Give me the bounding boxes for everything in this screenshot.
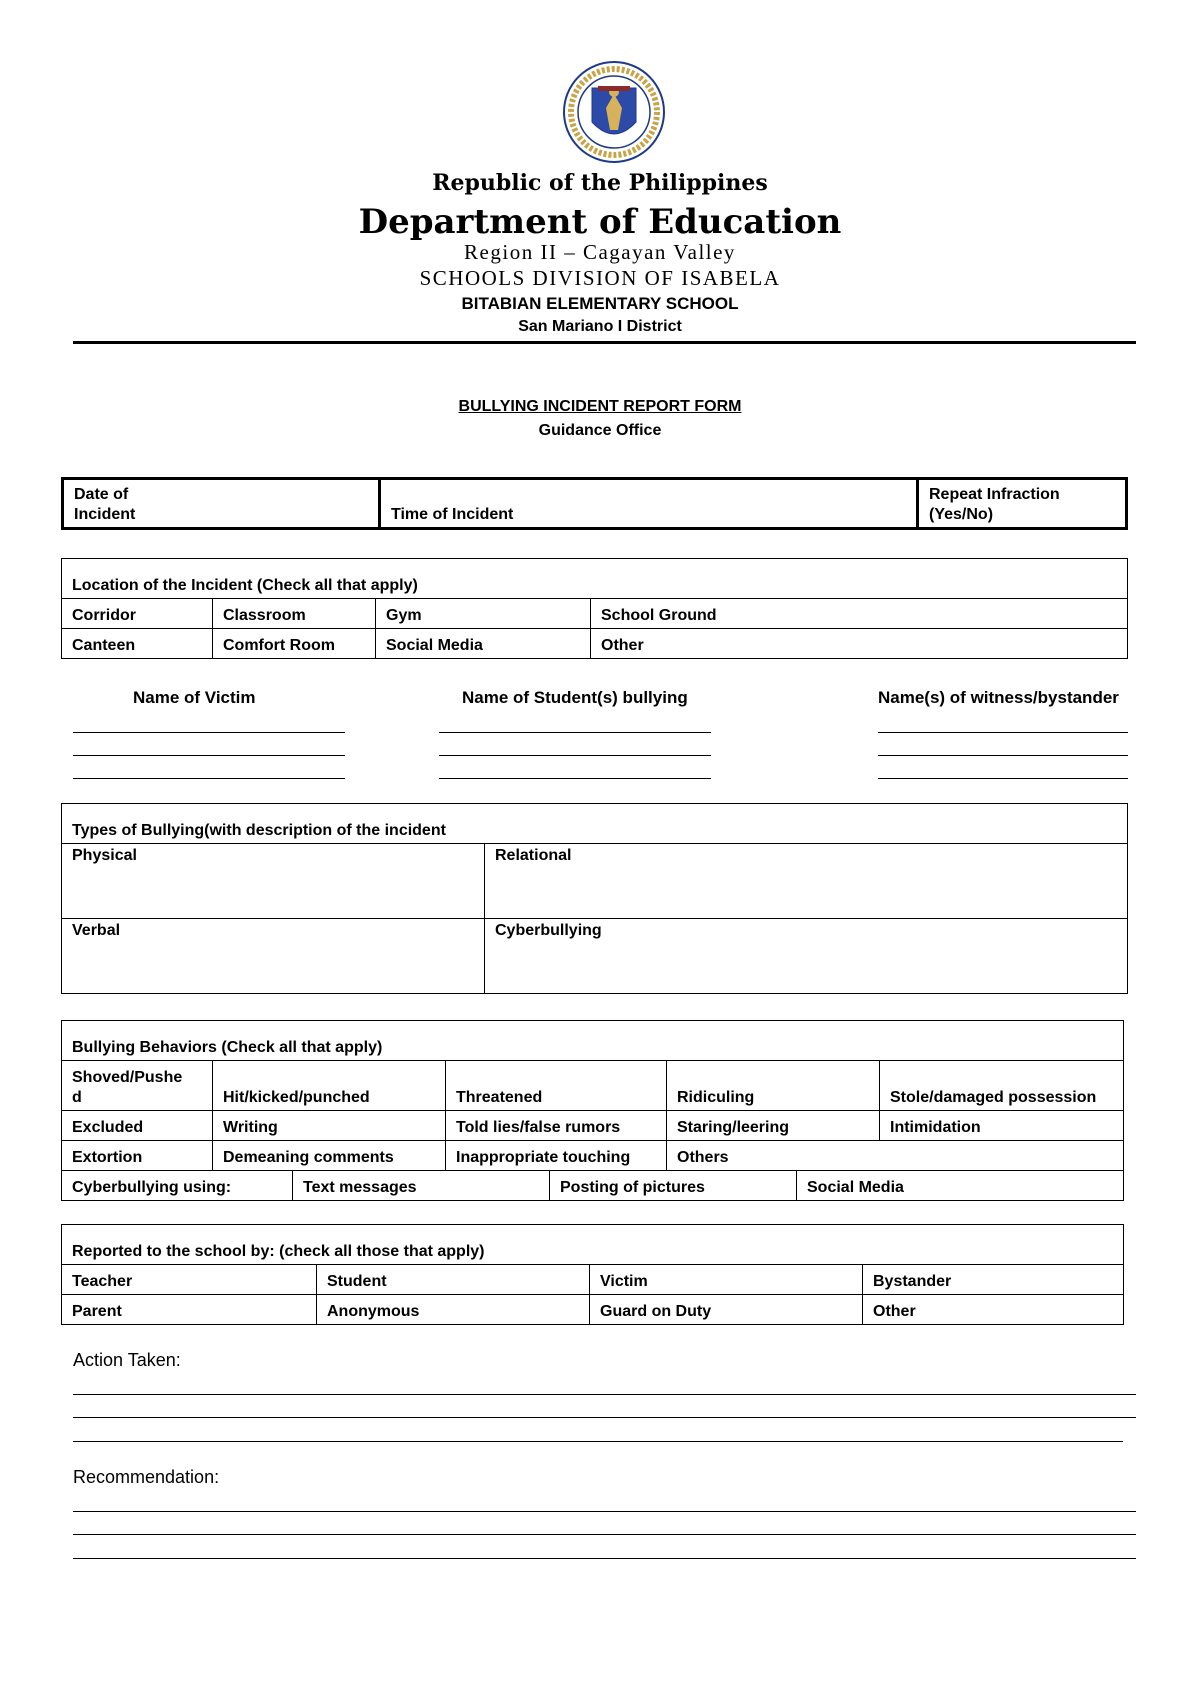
witness-line[interactable] <box>878 755 1128 756</box>
region-heading: Region II – Cagayan Valley <box>464 240 736 264</box>
bully-line[interactable] <box>439 778 711 779</box>
cyber-using-label: Cyberbullying using: <box>62 1171 293 1201</box>
behavior-option[interactable]: Inappropriate touching <box>446 1141 667 1171</box>
behavior-label: Shoved/Pushed <box>72 1069 183 1106</box>
behavior-option[interactable] <box>62 1061 213 1111</box>
behaviors-table <box>61 1020 1124 1171</box>
reporter-option[interactable]: Parent <box>62 1295 317 1325</box>
form-title: BULLYING INCIDENT REPORT FORM <box>458 398 742 415</box>
behavior-option[interactable]: Staring/leering <box>667 1111 880 1141</box>
recommendation-line[interactable] <box>73 1558 1136 1559</box>
location-option[interactable]: Other <box>591 629 1128 659</box>
victim-line[interactable] <box>73 732 345 733</box>
reported-heading: Reported to the school by: (check all those that apply) <box>62 1225 1124 1265</box>
division-heading: SCHOOLS DIVISION OF ISABELA <box>419 266 781 290</box>
behavior-option[interactable]: Posting of pictures <box>550 1171 797 1201</box>
cyber-cell[interactable]: Cyberbullying <box>485 919 1128 994</box>
location-option[interactable]: Social Media <box>376 629 591 659</box>
date-label: Date of Incident <box>74 486 136 523</box>
bully-label: Name of Student(s) bullying <box>462 688 688 707</box>
behavior-option[interactable]: Others <box>667 1141 1124 1171</box>
behavior-option[interactable]: Excluded <box>62 1111 213 1141</box>
behavior-option[interactable]: Demeaning comments <box>213 1141 446 1171</box>
republic-heading: Republic of the Philippines <box>432 170 768 196</box>
location-option[interactable]: School Ground <box>591 599 1128 629</box>
reporter-option[interactable]: Guard on Duty <box>590 1295 863 1325</box>
reporter-option[interactable]: Bystander <box>863 1265 1124 1295</box>
form-subtitle: Guidance Office <box>538 422 662 439</box>
behavior-option[interactable]: Threatened <box>446 1061 667 1111</box>
types-table <box>61 803 1128 994</box>
reporter-option[interactable]: Student <box>317 1265 590 1295</box>
deped-seal <box>562 60 666 164</box>
repeat-label: Repeat Infraction (Yes/No) <box>929 486 1060 523</box>
location-option[interactable]: Corridor <box>62 599 213 629</box>
witness-line[interactable] <box>878 778 1128 779</box>
behavior-option[interactable]: Told lies/false rumors <box>446 1111 667 1141</box>
cyber-row-table <box>61 1170 1124 1201</box>
action-line[interactable] <box>73 1394 1136 1395</box>
action-label: Action Taken: <box>73 1350 181 1370</box>
victim-label: Name of Victim <box>133 688 256 707</box>
recommendation-line[interactable] <box>73 1511 1136 1512</box>
types-heading: Types of Bullying(with description of the incident <box>62 804 1128 844</box>
location-option[interactable]: Classroom <box>213 599 376 629</box>
behavior-option[interactable]: Writing <box>213 1111 446 1141</box>
witness-label: Name(s) of witness/bystander <box>878 688 1119 707</box>
bully-line[interactable] <box>439 732 711 733</box>
verbal-cell[interactable]: Verbal <box>62 919 485 994</box>
behavior-option[interactable]: Extortion <box>62 1141 213 1171</box>
date-field[interactable] <box>63 479 380 529</box>
repeat-field[interactable] <box>918 479 1127 529</box>
bully-line[interactable] <box>439 755 711 756</box>
time-label: Time of Incident <box>391 506 514 523</box>
location-option[interactable]: Comfort Room <box>213 629 376 659</box>
location-option[interactable]: Canteen <box>62 629 213 659</box>
incident-table <box>61 477 1128 530</box>
action-line[interactable] <box>73 1417 1136 1418</box>
reporter-option[interactable]: Anonymous <box>317 1295 590 1325</box>
reporter-option[interactable]: Victim <box>590 1265 863 1295</box>
relational-cell[interactable]: Relational <box>485 844 1128 919</box>
reported-table <box>61 1224 1124 1325</box>
behavior-option[interactable]: Stole/damaged possession <box>880 1061 1124 1111</box>
behavior-option[interactable]: Hit/kicked/punched <box>213 1061 446 1111</box>
behavior-option[interactable]: Social Media <box>797 1171 1124 1201</box>
victim-line[interactable] <box>73 778 345 779</box>
district-name: San Mariano I District <box>518 318 682 335</box>
behaviors-heading: Bullying Behaviors (Check all that apply) <box>62 1021 1124 1061</box>
time-field[interactable] <box>380 479 918 529</box>
header-rule <box>73 341 1136 344</box>
behavior-option[interactable]: Text messages <box>293 1171 550 1201</box>
school-name: BITABIAN ELEMENTARY SCHOOL <box>461 294 739 313</box>
department-heading: Department of Education <box>358 202 842 242</box>
physical-cell[interactable]: Physical <box>62 844 485 919</box>
location-heading: Location of the Incident (Check all that apply) <box>62 559 1128 599</box>
location-table <box>61 558 1128 659</box>
location-option[interactable]: Gym <box>376 599 591 629</box>
behavior-option[interactable]: Intimidation <box>880 1111 1124 1141</box>
reporter-option[interactable]: Teacher <box>62 1265 317 1295</box>
recommendation-label: Recommendation: <box>73 1467 220 1487</box>
witness-line[interactable] <box>878 732 1128 733</box>
recommendation-line[interactable] <box>73 1534 1136 1535</box>
action-line[interactable] <box>73 1441 1123 1442</box>
behavior-option[interactable]: Ridiculing <box>667 1061 880 1111</box>
reporter-option[interactable]: Other <box>863 1295 1124 1325</box>
victim-line[interactable] <box>73 755 345 756</box>
